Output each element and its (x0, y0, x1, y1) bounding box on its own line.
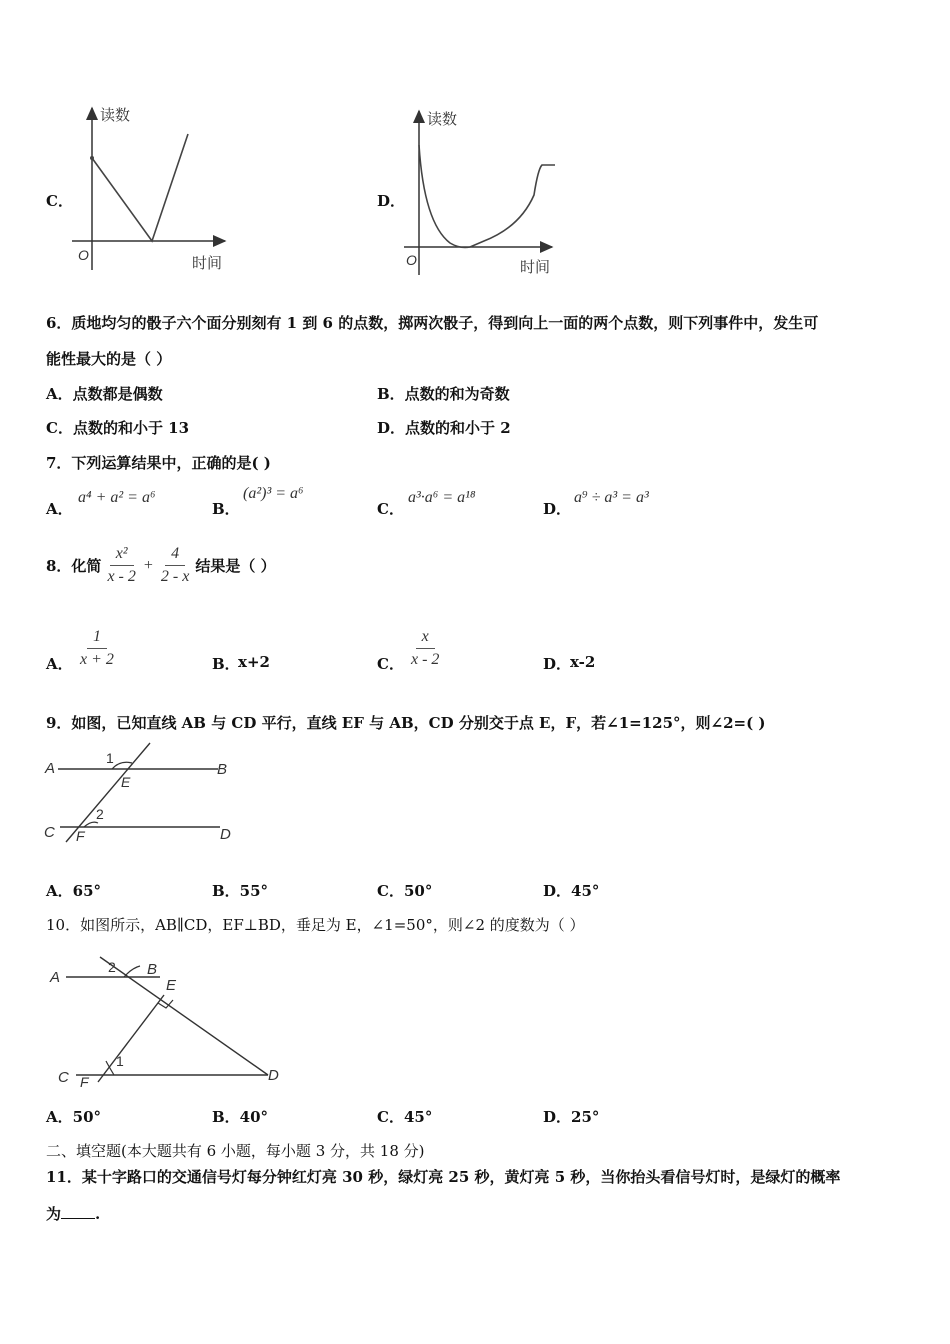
q10-label-d: D (268, 1067, 279, 1084)
q7-label-d: D． (543, 500, 572, 518)
q5-option-d-label: D． (377, 192, 406, 210)
q7-stem: 7．下列运算结果中，正确的是( ) (46, 454, 271, 472)
q5-c-y-label: 读数 (100, 107, 131, 124)
q10-angle-2: 2 (108, 959, 116, 975)
q9-stem: 9．如图，已知直线 AB 与 CD 平行，直线 EF 与 AB，CD 分别交于点 E，F，若∠1=125°，则∠2=( ) (46, 714, 766, 732)
q5-d-x-label: 时间 (520, 259, 551, 276)
q9-label-d: D (220, 826, 231, 843)
q8-label-d: D． (543, 655, 572, 673)
q9-angle-2: 2 (96, 806, 104, 822)
q10-label-b: B (147, 961, 158, 978)
q7-label-b: B． (212, 500, 240, 518)
q9-option-b: B．55° (212, 882, 269, 900)
q9-label-c: C (44, 824, 55, 841)
q8-fraction-2 (155, 545, 195, 586)
q8-suffix: 结果是（ ） (195, 557, 276, 575)
q7-expr-d: a⁹ ÷ a³ = a³ (574, 489, 649, 506)
q6-stem-line2: 能性最大的是（ ） (46, 350, 172, 368)
q6-option-a: A．点数都是偶数 (46, 385, 163, 403)
q10-option-c: C．45° (377, 1108, 433, 1126)
q6-option-c: C．点数的和小于 13 (46, 419, 190, 437)
q9-option-a: A．65° (46, 882, 102, 900)
q8-opt-c-den: x - 2 (411, 651, 440, 668)
q8-stem (46, 545, 276, 586)
q7-expr-b: (a²)³ = a⁶ (243, 485, 304, 502)
q6-stem-line1: 6．质地均匀的骰子六个面分别刻有 1 到 6 的点数，掷两次骰子，得到向上一面的两个点数，则下列事件中，发生可 (46, 314, 819, 332)
q8-option-d: x-2 (570, 653, 596, 671)
q8-label-a: A． (46, 655, 73, 673)
q5-graph-d (400, 103, 570, 283)
q7-label-c: C． (377, 500, 404, 518)
q9-figure (40, 738, 240, 848)
q9-label-f: F (76, 828, 85, 844)
q10-label-f: F (80, 1074, 89, 1090)
q7-expr-a: a⁴ + a² = a⁶ (78, 489, 156, 506)
q10-option-b: B．40° (212, 1108, 269, 1126)
q9-option-d: D．45° (543, 882, 600, 900)
q9-option-c: C．50° (377, 882, 433, 900)
q8-opt-a-num: 1 (87, 628, 107, 649)
q8-plus: + (143, 556, 153, 574)
q5-option-c-label: C． (46, 192, 73, 210)
q8-frac2-num: 4 (165, 545, 185, 566)
q7-label-a: A． (46, 500, 73, 518)
q10-label-a: A (50, 969, 61, 986)
q8-fraction-1 (101, 545, 141, 586)
q8-label-b: B． (212, 655, 240, 673)
q8-option-b: x+2 (238, 653, 270, 671)
q10-angle-1: 1 (116, 1053, 124, 1069)
q5-c-origin: O (78, 247, 89, 263)
q6-option-d: D．点数的和小于 2 (377, 419, 511, 437)
q8-prefix: 8．化简 (46, 557, 102, 575)
q5-c-x-label: 时间 (192, 255, 223, 272)
q9-label-a: A (45, 760, 56, 777)
q9-label-e: E (121, 774, 131, 790)
q8-option-c (405, 628, 445, 669)
q11-stem-line2 (46, 1203, 100, 1224)
q8-opt-c-num: x (416, 628, 435, 649)
q10-label-c: C (58, 1069, 69, 1086)
q10-stem: 10．如图所示，AB∥CD，EF⊥BD，垂足为 E，∠1=50°，则∠2 的度数为（ ） (46, 916, 585, 934)
q11-stem-line1: 11．某十字路口的交通信号灯每分钟红灯亮 30 秒，绿灯亮 25 秒，黄灯亮 5 秒，当你抬头看信号灯时，是绿灯的概率 (46, 1168, 841, 1186)
q5-d-origin: O (406, 252, 417, 268)
q11-prefix: 为 (46, 1205, 62, 1223)
q10-figure (40, 950, 300, 1090)
q5-d-y-label: 读数 (427, 111, 458, 128)
q11-answer-blank[interactable] (61, 1218, 95, 1219)
q11-suffix: . (95, 1205, 101, 1223)
q5-graph-c (70, 100, 240, 280)
q8-option-a (74, 628, 120, 669)
section-2-title: 二、填空题(本大题共有 6 小题，每小题 3 分，共 18 分) (46, 1142, 425, 1160)
q8-opt-a-den: x + 2 (80, 651, 114, 668)
q10-option-a: A．50° (46, 1108, 102, 1126)
q8-frac1-den: x - 2 (107, 568, 136, 585)
q6-option-b: B．点数的和为奇数 (377, 385, 510, 403)
q8-frac1-num: x² (110, 545, 134, 566)
q9-label-b: B (217, 761, 228, 778)
q10-label-e: E (166, 977, 177, 994)
q9-angle-1: 1 (106, 750, 114, 766)
q8-label-c: C． (377, 655, 404, 673)
q7-expr-c: a³·a⁶ = a¹⁸ (408, 489, 476, 506)
q10-option-d: D．25° (543, 1108, 600, 1126)
q8-frac2-den: 2 - x (160, 568, 190, 585)
